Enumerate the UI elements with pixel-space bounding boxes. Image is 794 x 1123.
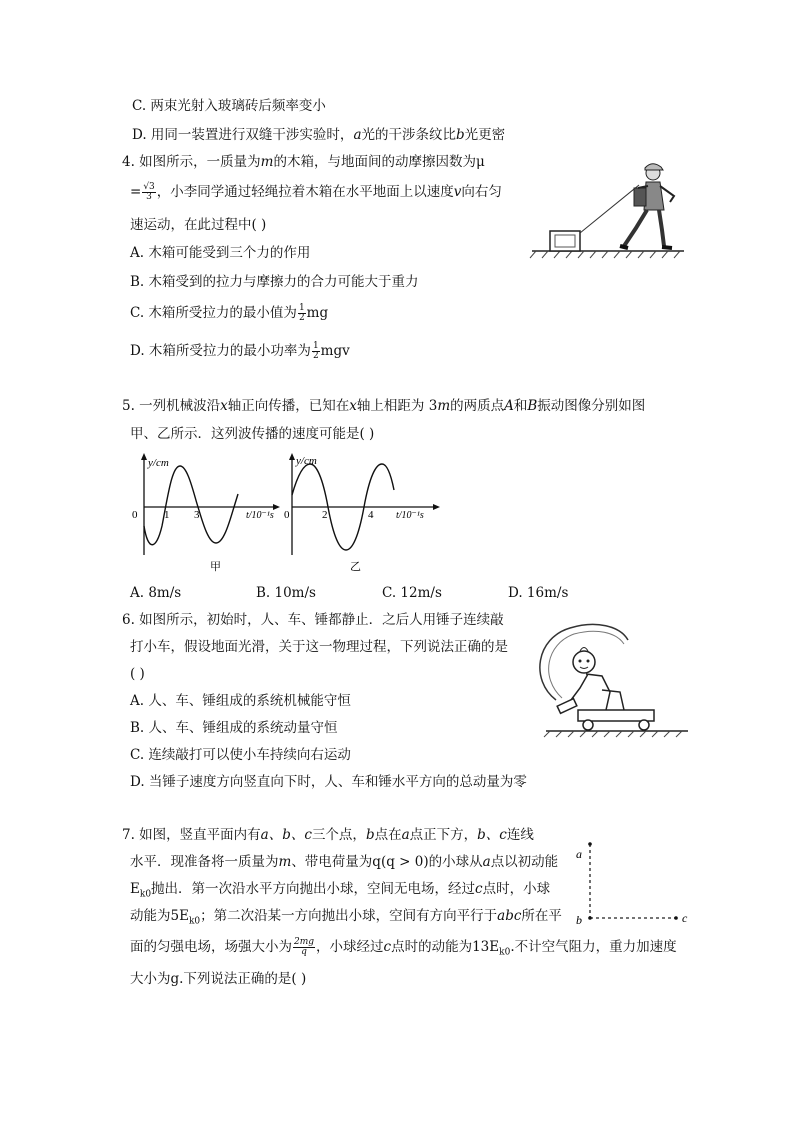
graph2-xlabel: t/10⁻¹s (396, 510, 424, 521)
q4-option-d: D. 木箱所受拉力的最小功率为 $\frac{1}{2}$ mgv (130, 341, 350, 361)
q5-option-a: A. 8m/s (130, 585, 182, 601)
q4-stem-line3: 速运动，在此过程中( ) (130, 217, 267, 233)
graph2-ylabel: y/cm (296, 455, 317, 467)
q3-option-d: D. 用同一装置进行双缝干涉实验时，a光的干涉条纹比b光更密 (132, 127, 506, 143)
q4-stem-line1: 4. 如图所示，一质量为m的木箱，与地面间的动摩擦因数为μ (122, 154, 485, 170)
q4-stem-line2: = $\frac{√3}{3}$ ，小李同学通过轻绳拉着木箱在水平地面上以速度v向右匀 (130, 182, 502, 202)
q7-stem-line6: 大小为g.下列说法正确的是( ) (130, 971, 307, 987)
graph2-caption: 乙 (350, 561, 361, 573)
q7-stem-line1: 7. 如图，竖直平面内有a、b、c三个点，b点在a点正下方，b、c连线 (122, 827, 534, 843)
point-a-label: a (576, 847, 582, 861)
graph1-xlabel: t/10⁻¹s (246, 510, 274, 521)
q6-stem-line2: 打小车，假设地面光滑，关于这一物理过程，下列说法正确的是 (130, 639, 508, 655)
graph2-origin: 0 (284, 509, 290, 521)
graph1-origin: 0 (132, 509, 138, 521)
graph2-tick-4: 4 (368, 509, 374, 521)
vibration-graph-yi (284, 450, 440, 575)
vibration-graph-jia (128, 450, 288, 575)
q6-option-a: A. 人、车、锤组成的系统机械能守恒 (130, 693, 351, 709)
points-abc-figure (570, 834, 694, 930)
graph1-caption: 甲 (210, 561, 221, 573)
sqrt3-over-3-fraction: $\frac{√3}{3}$ (143, 182, 155, 202)
graph1-ylabel: y/cm (148, 457, 169, 469)
q7-stem-line2: 水平．现准备将一质量为m、带电荷量为q(q > 0)的小球从a点以初动能 (130, 854, 559, 870)
q5-stem-line2: 甲、乙所示．这列波传播的速度可能是( ) (130, 426, 375, 442)
graph1-tick-1: 1 (164, 509, 170, 521)
q6-stem-line1: 6. 如图所示，初始时，人、车、锤都静止．之后人用锤子连续敲 (122, 612, 504, 628)
q5-option-c: C. 12m/s (382, 585, 442, 601)
person-pulling-box-figure (528, 158, 688, 260)
q6-option-d: D. 当锤子速度方向竖直向下时，人、车和锤水平方向的总动量为零 (130, 774, 527, 790)
q4-option-b: B. 木箱受到的拉力与摩擦力的合力可能大于重力 (130, 274, 419, 290)
q6-option-c: C. 连续敲打可以使小车持续向右运动 (130, 747, 351, 763)
q6-stem-line3: ( ) (130, 666, 145, 682)
q7-stem-line3: $E_{k0}$抛出．第一次沿水平方向抛出小球，空间无电场，经过c点时，小球 (130, 881, 551, 900)
q5-stem-line1: 5. 一列机械波沿x轴正向传播，已知在x轴上相距为 3m的两质点A和B振动图像分别如图 (122, 398, 646, 414)
graph1-tick-3: 3 (194, 509, 200, 521)
point-b-label: b (576, 913, 582, 927)
point-c-label: c (682, 911, 688, 925)
q3-option-c: C. 两束光射入玻璃砖后频率变小 (132, 98, 326, 114)
q4-option-a: A. 木箱可能受到三个力的作用 (130, 245, 311, 261)
q5-option-d: D. 16m/s (508, 585, 569, 601)
q7-stem-line4: 动能为$5E_{k0}$；第二次沿某一方向抛出小球，空间有方向平行于abc所在平 (130, 908, 562, 927)
q6-option-b: B. 人、车、锤组成的系统动量守恒 (130, 720, 338, 736)
q5-option-b: B. 10m/s (256, 585, 316, 601)
person-hammer-cart-figure (528, 620, 693, 738)
graph2-tick-2: 2 (322, 509, 328, 521)
q7-stem-line5: 面的匀强电场，场强大小为 $\frac{2mg}{q}$ ，小球经过c点时的动能为$13E_{k0}$.不计空气阻力，重力加速度 (130, 937, 677, 958)
q4-option-c: C. 木箱所受拉力的最小值为 $\frac{1}{2}$ mg (130, 303, 329, 323)
